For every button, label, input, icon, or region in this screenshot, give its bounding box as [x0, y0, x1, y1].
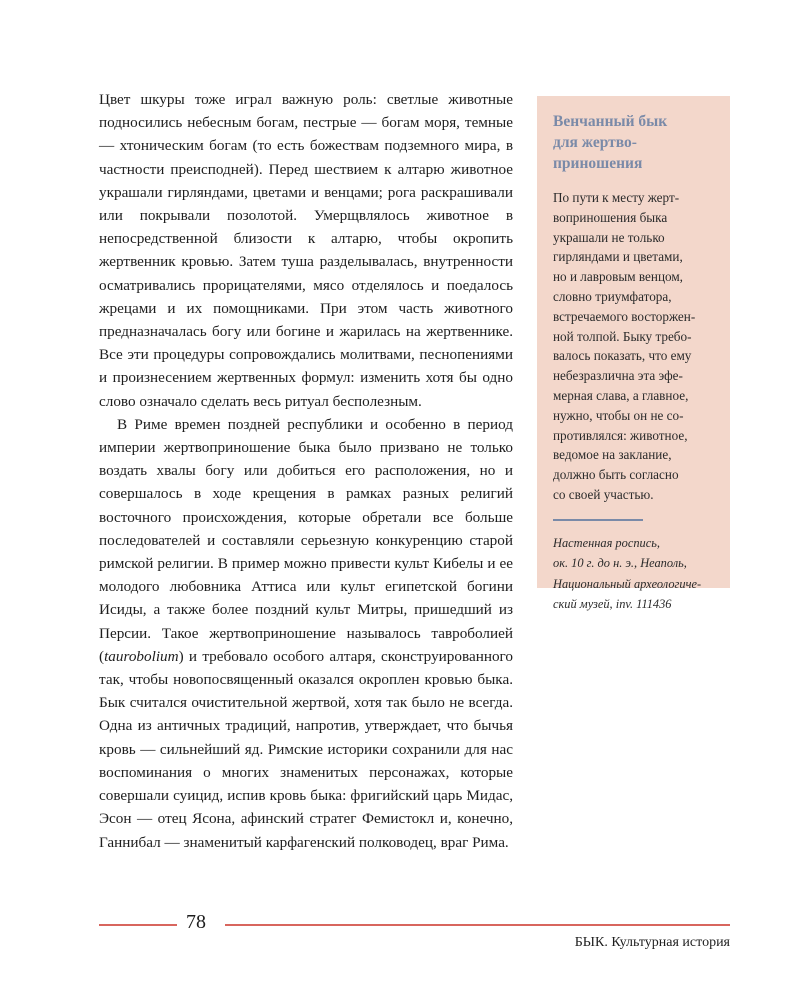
sidebar-title-line: Венчанный бык	[553, 113, 668, 130]
sidebar-body-line: воприношения быка	[553, 209, 668, 225]
sidebar-body-line: словно триумфатора,	[553, 288, 672, 304]
image-caption	[553, 533, 714, 615]
latin-term: taurobolium	[104, 647, 179, 665]
main-text-column	[99, 88, 513, 854]
paragraph-1: Цвет шкуры тоже играл важную роль: светлые животные подносились небесным богам, пестрые — богам моря, темные — хтоническим богам (то есть божествам подземного мира, в частности преисподней). Перед шествием к алтарю животное украшали гирляндами, цветами и венцами; рога раскрашивали или покрывали позолотой. Умерщвлялось животное в непосредственной близости к алтарю, чтобы окропить жертвенник кровью. Затем туша разделывалась, внутренности осматривались прорицателями, мясо отделялось и поедалось жрецами и их помощниками. При этом часть животного предназначалась богу или богине и жарилась на жертвеннике. Все эти процедуры сопровождались молитвами, песнопениями и произнесением жертвенных формул: изменить хотя бы одно слово означало сделать весь ритуал бесполезным.	[99, 91, 513, 410]
sidebar-body-line: гирляндами и цветами,	[553, 249, 683, 265]
sidebar-body-line: По пути к месту жерт-	[553, 190, 680, 205]
paragraph-2-part-1: В Риме времен поздней республики и особенно в период империи жертвоприношение быка было призвано не только воздать хвалы богу или добиться его расположения, но и совершалось в ходе крещения в рамках разных религий восточного происхождения, которые обретали все больше последователей и составляли серьезную конкуренцию старой римской религии. В пример можно привести культ Кибелы и ее молодого любовника Аттиса или культ египетской богини Исиды, а также более поздний культ Митры, пришедший из Персии. Такое жертвоприношение называлось тавроболией (	[99, 415, 513, 665]
page-number: 78	[186, 911, 206, 933]
sidebar-body	[553, 188, 714, 505]
caption-line: ский музей, inv. 111436	[553, 597, 672, 612]
paragraph-2	[99, 413, 513, 854]
sidebar-body-line: противлялся: животное,	[553, 427, 688, 443]
sidebar-body-line: ведомое на заклание,	[553, 447, 672, 463]
sidebar-body-line: должно быть согласно	[553, 467, 679, 483]
footer-rule-left	[99, 924, 177, 926]
paragraph-2-part-2: ) и требовало особого алтаря, сконструированного так, чтобы новопосвященный оказался окроплен кровью быка. Бык считался очистительной жертвой, хотя так было не всегда. Одна из античных традиций, напротив, утверждает, что бычья кровь — сильнейший яд. Римские историки сохранили для нас воспоминания о многих знаменитых персонажах, которые совершали суицид, испив кровь быка: фригийский царь Мидас, Эсон — отец Ясона, афинский стратег Фемистокл и, конечно, Ганнибал — знаменитый карфагенский полководец, враг Рима.	[99, 647, 513, 851]
sidebar-divider	[553, 519, 643, 521]
sidebar-body-line: встречаемого восторжен-	[553, 308, 696, 324]
sidebar-body-line: небезразлична эта эфе-	[553, 368, 683, 384]
running-title: БЫК. Культурная история	[574, 935, 730, 950]
sidebar-title-line: для жертво-	[553, 134, 637, 151]
caption-line: Настенная роспись,	[553, 535, 660, 550]
sidebar-body-line: мерная слава, а главное,	[553, 387, 689, 403]
sidebar-body-line: нужно, чтобы он не со-	[553, 407, 684, 423]
footer-rule-right	[225, 924, 730, 926]
sidebar-body-line: но и лавровым венцом,	[553, 269, 683, 285]
caption-line: Национальный археологиче-	[553, 576, 702, 591]
sidebar-box	[537, 96, 730, 612]
sidebar-body-line: ной толпой. Быку требо-	[553, 328, 692, 344]
sidebar-title-line: приношения	[553, 155, 643, 172]
caption-line: ок. 10 г. до н. э., Неаполь,	[553, 556, 687, 571]
sidebar-body-line: со своей участью.	[553, 486, 654, 502]
sidebar-body-line: валось показать, что ему	[553, 348, 692, 364]
sidebar-body-line: украшали не только	[553, 229, 665, 245]
sidebar-title	[553, 111, 714, 174]
